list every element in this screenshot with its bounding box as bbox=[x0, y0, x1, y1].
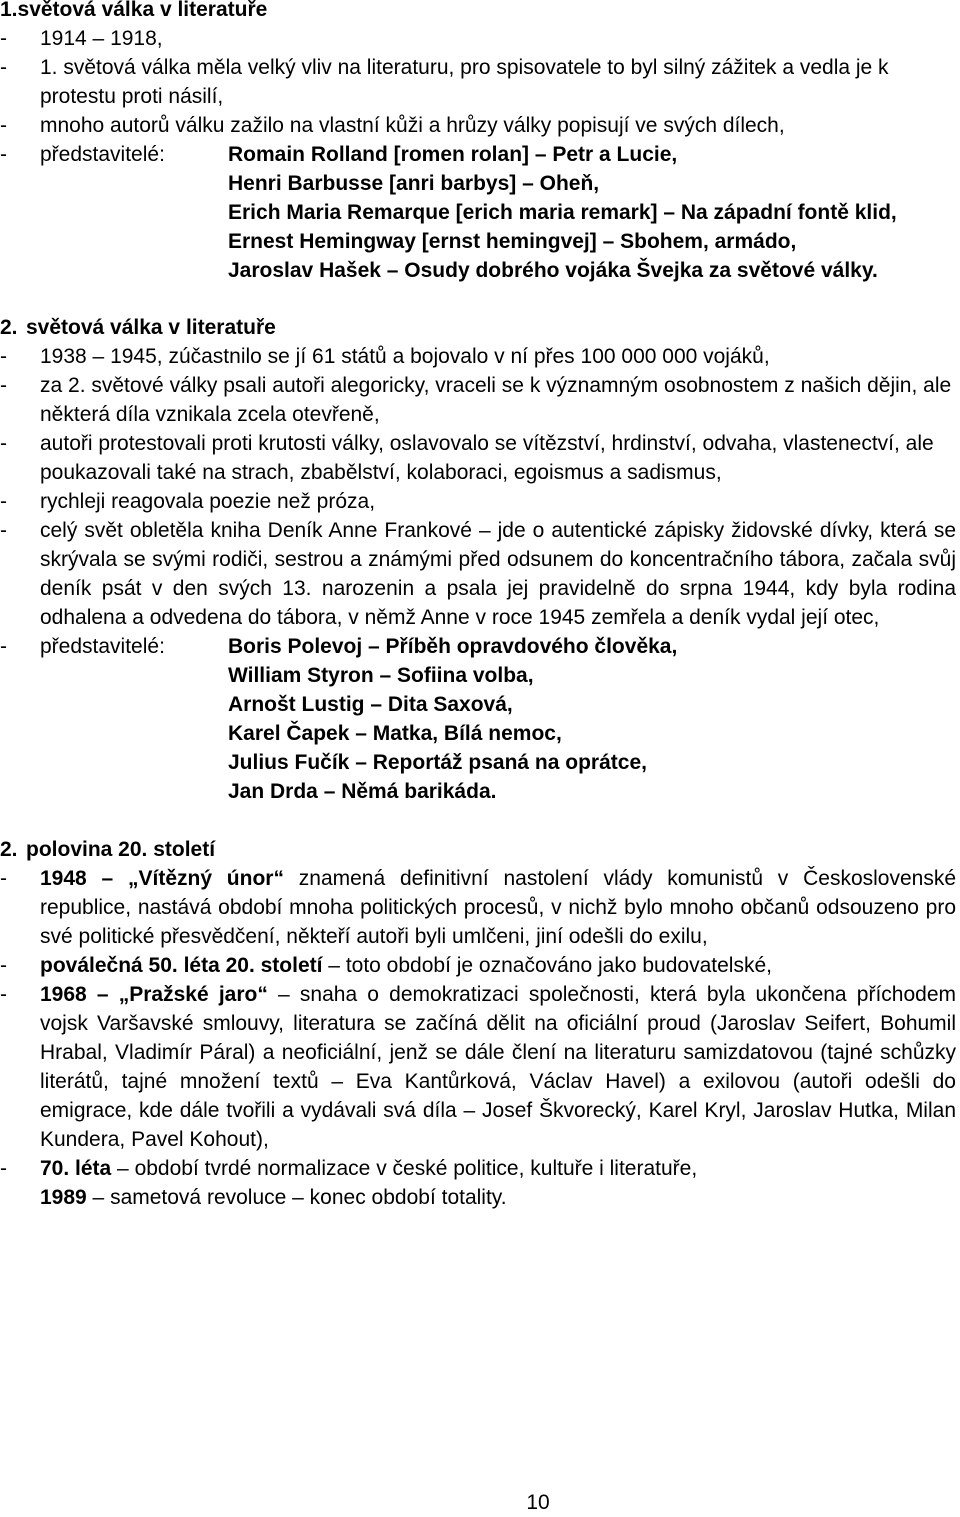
list-item bbox=[0, 53, 956, 111]
dash: - bbox=[0, 143, 7, 166]
dash: - bbox=[0, 345, 7, 368]
item-text: 1938 – 1945, zúčastnilo se jí 61 států a bojovalo v ní přes 100 000 000 vojáků, bbox=[40, 345, 770, 368]
work: Arnošt Lustig – Dita Saxová, bbox=[228, 693, 513, 716]
representatives bbox=[0, 140, 956, 285]
section-title-text: polovina 20. století bbox=[26, 838, 216, 861]
item-heading: poválečná 50. léta 20. století bbox=[40, 954, 323, 977]
work: Romain Rolland [romen rolan] – Petr a Lucie, bbox=[228, 143, 678, 166]
section-1-title: 1.světová válka v literatuře bbox=[0, 0, 268, 21]
list-item bbox=[0, 111, 956, 140]
representatives-label: představitelé: bbox=[40, 143, 165, 166]
dash: - bbox=[0, 519, 7, 542]
item-text: mnoho autorů válku zažilo na vlastní kůži a hrůzy války popisují ve svých dílech, bbox=[40, 114, 785, 137]
list-item bbox=[0, 1154, 956, 1212]
item-text: autoři protestovali proti krutosti války, oslavovalo se vítězství, hrdinství, odvaha, vlastenectví, ale poukazovali také na strach, zbabělství, kolaboraci, egoismus a sadismus, bbox=[40, 432, 934, 484]
item-heading: 70. léta bbox=[40, 1157, 112, 1180]
dash: - bbox=[0, 374, 7, 397]
dash: - bbox=[0, 983, 7, 1006]
dash: - bbox=[0, 635, 7, 658]
list-item bbox=[0, 24, 956, 53]
section-2-title: 2. světová válka v literatuře bbox=[0, 316, 276, 339]
work: Henri Barbusse [anri barbys] – Oheň, bbox=[228, 172, 600, 195]
list-item bbox=[0, 951, 956, 980]
dash: - bbox=[0, 27, 7, 50]
dash: - bbox=[0, 1157, 7, 1180]
item-text: celý svět obletěla kniha Deník Anne Frankové – jde o autentické zápisky židovské dívky, která se skrývala se svými rodiči, sestrou a známými před odsunem do koncentračního tábora, začala svůj deník psát v den svých 13. narozenin a psala jej pravidelně do srpna 1944, kdy byla rodina odhalena a odvedena do tábora, v němž Anne v roce 1945 zemřela a deník vydal její otec, bbox=[40, 519, 956, 629]
item-text: – období tvrdé normalizace v české politice, kultuře i literatuře, bbox=[111, 1157, 698, 1180]
section-title-text: světová válka v literatuře bbox=[26, 316, 276, 339]
section-title-text: světová válka v literatuře bbox=[17, 0, 268, 21]
representatives-label: představitelé: bbox=[40, 635, 165, 658]
works-list bbox=[228, 632, 956, 806]
section-3-title: 2. polovina 20. století bbox=[0, 838, 216, 861]
dash: - bbox=[0, 56, 7, 79]
item-text: – snaha o demokratizaci společnosti, která byla ukončena příchodem vojsk Varšavské smlouvy, literatura se začíná dělit na oficiální proud (Jaroslav Seifert, Bohumil Hrabal, Vladimír Páral) a neoficiální, jenž se dále člení na literaturu samizdatovou (tajné schůzky literátů, tajné množení textů – Eva Kantůrková, Václav Havel) a exilovou (autoři odešli do emigrace, kde dále tvořili a vydávali svá díla – Josef Škvorecký, Karel Kryl, Jaroslav Hutka, Milan Kundera, Pavel Kohout), bbox=[40, 983, 957, 1151]
work: Erich Maria Remarque [erich maria remark] – Na západní fontě klid, bbox=[228, 201, 897, 224]
item-text: znamená definitivní nastolení vlády komunistů v Československé republice, nastává období mnoha politických procesů, v nichž bylo mnoho občanů odsouzeno pro své politické přesvědčení, někteří autoři byli umlčeni, jiní odešli do exilu, bbox=[40, 867, 957, 948]
dash: - bbox=[0, 954, 7, 977]
item-text: za 2. světové války psali autoři alegoricky, vraceli se k významným osobnostem z našich dějin, ale některá díla vznikala zcela otevřeně, bbox=[40, 374, 952, 426]
work: Jaroslav Hašek – Osudy dobrého vojáka Švejka za světové války. bbox=[228, 259, 878, 282]
list-item bbox=[0, 429, 956, 487]
item-text: 1. světová válka měla velký vliv na literaturu, pro spisovatele to byl silný zážitek a vedla je k protestu proti násilí, bbox=[40, 56, 889, 108]
item-text: – toto období je označováno jako budovatelské, bbox=[322, 954, 772, 977]
item-heading: 1989 bbox=[40, 1186, 87, 1209]
page-number: 10 bbox=[526, 1491, 550, 1514]
dash: - bbox=[0, 867, 7, 890]
dash: - bbox=[0, 432, 7, 455]
work: Karel Čapek – Matka, Bílá nemoc, bbox=[228, 722, 562, 745]
item-text: – sametová revoluce – konec období totality. bbox=[86, 1186, 507, 1209]
list-item bbox=[0, 371, 956, 429]
representatives bbox=[0, 632, 956, 806]
dash: - bbox=[0, 490, 7, 513]
dash: - bbox=[0, 114, 7, 137]
work: Julius Fučík – Reportáž psaná na oprátce, bbox=[228, 751, 647, 774]
list-item bbox=[0, 864, 956, 951]
list-item bbox=[0, 980, 956, 1154]
item-text: 1914 – 1918, bbox=[40, 27, 163, 50]
item-heading: 1948 – „Vítězný únor“ bbox=[40, 867, 284, 890]
list-item bbox=[0, 487, 956, 516]
list-item bbox=[0, 516, 956, 632]
work: William Styron – Sofiina volba, bbox=[228, 664, 534, 687]
item-heading: 1968 – „Pražské jaro“ bbox=[40, 983, 268, 1006]
work: Jan Drda – Němá barikáda. bbox=[228, 780, 497, 803]
work: Boris Polevoj – Příběh opravdového člověka, bbox=[228, 635, 678, 658]
list-item bbox=[0, 342, 956, 371]
works-list bbox=[228, 140, 956, 285]
item-text: rychleji reagovala poezie než próza, bbox=[40, 490, 376, 513]
work: Ernest Hemingway [ernst hemingvej] – Sbohem, armádo, bbox=[228, 230, 797, 253]
